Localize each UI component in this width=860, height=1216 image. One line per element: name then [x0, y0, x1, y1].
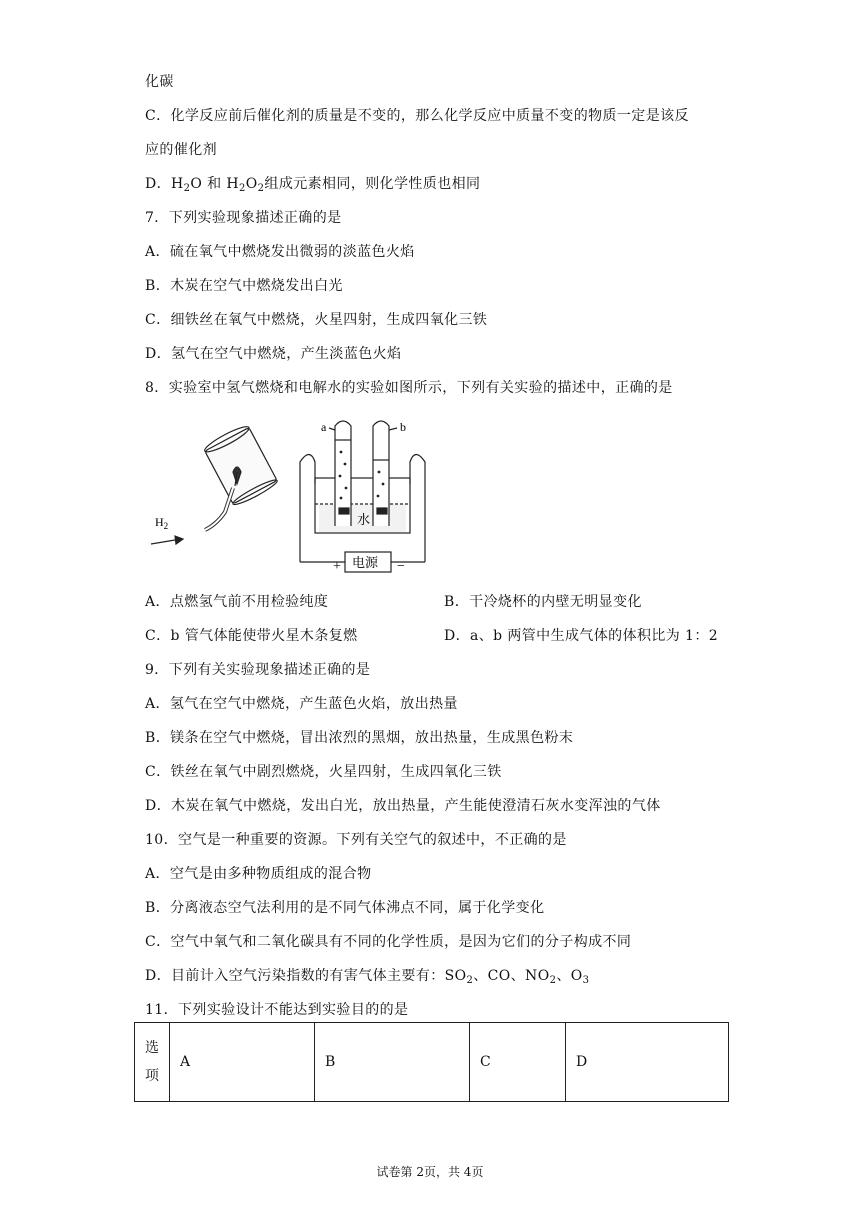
text-line: 化碳: [145, 74, 174, 90]
question-10-stem: 10．空气是一种重要的资源。下列有关空气的叙述中，不正确的是: [145, 832, 567, 848]
text-line: 应的催化剂: [145, 142, 217, 158]
electrolysis-diagram: [300, 421, 425, 572]
table-cell-d: D: [566, 1023, 729, 1102]
question-7-stem: 7．下列实验现象描述正确的是: [145, 210, 342, 226]
q7-option-d: D．氢气在空气中燃烧，产生淡蓝色火焰: [145, 346, 402, 362]
q8-option-d: D．a、b 两管中生成气体的体积比为 1：2: [444, 628, 719, 644]
q9-option-d: D．木炭在氧气中燃烧，发出白光，放出热量，产生能使澄清石灰水变浑浊的气体: [145, 798, 661, 814]
option-d-line: D．$H_2O$ 和 $H_2O_2$组成元素相同，则化学性质也相同: [145, 176, 481, 194]
q10-option-a: A．空气是由多种物质组成的混合物: [145, 866, 372, 882]
q8-option-b: B．干冷烧杯的内壁无明显变化: [444, 594, 642, 610]
q9-option-b: B．镁条在空气中燃烧，冒出浓烈的黑烟，放出热量，生成黑色粉末: [145, 730, 574, 746]
q8-option-c: C．b 管气体能使带火星木条复燃: [145, 628, 358, 644]
experiment-figure: [145, 412, 435, 574]
h2-label: $H_2$: [155, 515, 169, 531]
table-header-cell: 选 项: [135, 1023, 170, 1102]
tube-b-label: b: [400, 420, 406, 434]
question-11-stem: 11．下列实验设计不能达到实验目的的是: [145, 1002, 409, 1018]
question-8-stem: 8．实验室中氢气燃烧和电解水的实验如图所示，下列有关实验的描述中，正确的是: [145, 380, 673, 396]
text-line: C．化学反应前后催化剂的质量是不变的，那么化学反应中质量不变的物质一定是该反: [145, 108, 689, 124]
power-supply-label: 电源: [352, 555, 379, 570]
page-footer: 试卷第 2页，共 4页: [376, 1165, 484, 1179]
table-row: [135, 1023, 729, 1102]
question-9-stem: 9．下列有关实验现象描述正确的是: [145, 662, 371, 678]
q9-option-c: C．铁丝在氧气中剧烈燃烧，火星四射，生成四氧化三铁: [145, 764, 502, 780]
q7-option-c: C．细铁丝在氧气中燃烧，火星四射，生成四氧化三铁: [145, 312, 488, 328]
q10-option-d: D．目前计入空气污染指数的有害气体主要有：$SO_2$、CO、$NO_2$、$O_3$: [145, 968, 590, 986]
table-cell-a: A: [170, 1023, 315, 1102]
table-cell-b: B: [315, 1023, 470, 1102]
q7-option-b: B．木炭在空气中燃烧发出白光: [145, 278, 343, 294]
q9-option-a: A．氢气在空气中燃烧，产生蓝色火焰，放出热量: [145, 696, 458, 712]
q8-option-a: A．点燃氢气前不用检验纯度: [145, 594, 329, 610]
hydrogen-burning-diagram: [151, 423, 279, 544]
table-cell-c: C: [470, 1023, 566, 1102]
negative-terminal: −: [397, 559, 405, 574]
water-label: 水: [357, 512, 371, 527]
options-table: [134, 1022, 729, 1102]
q10-option-c: C．空气中氧气和二氧化碳具有不同的化学性质，是因为它们的分子构成不同: [145, 934, 632, 950]
positive-terminal: +: [333, 559, 341, 574]
q7-option-a: A．硫在氧气中燃烧发出微弱的淡蓝色火焰: [145, 244, 415, 260]
tube-a-label: a: [321, 420, 327, 434]
q10-option-b: B．分离液态空气法利用的是不同气体沸点不同，属于化学变化: [145, 900, 545, 916]
